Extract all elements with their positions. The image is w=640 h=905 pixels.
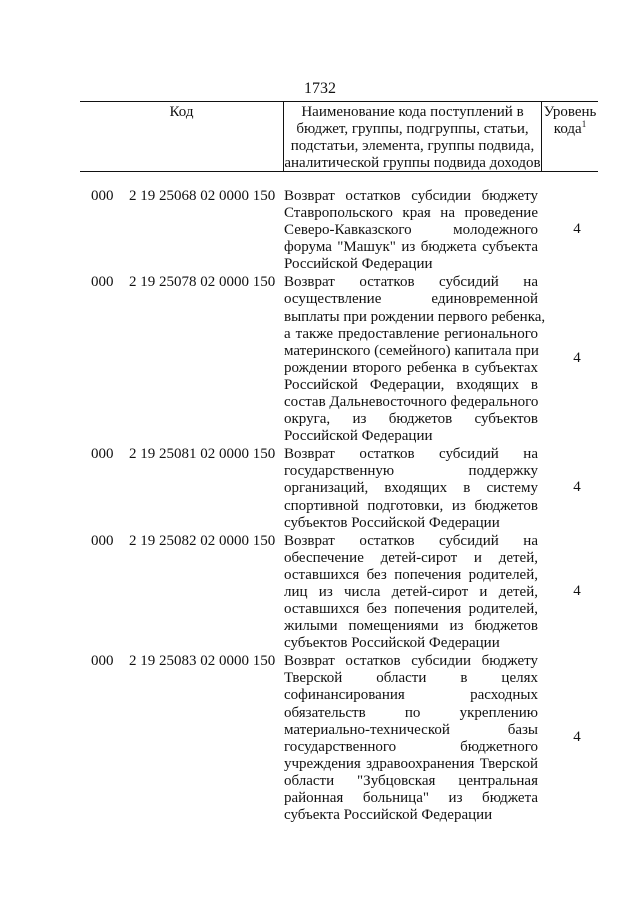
header-name	[284, 102, 542, 171]
header-level-line: Уровень	[543, 104, 597, 120]
row-description	[284, 446, 538, 531]
footnote-marker: 1	[581, 119, 587, 129]
description-line: Российской Федерации, входящих в	[284, 376, 538, 393]
description-line: учреждения здравоохранения Тверской	[284, 755, 538, 772]
description-line: материально-технической базы	[284, 721, 538, 738]
row-code: 2 19 25083 02 0000 150	[129, 653, 276, 670]
row-code: 2 19 25068 02 0000 150	[129, 188, 276, 204]
description-line: Возврат остатков субсидии бюджету	[284, 653, 538, 670]
row-prefix: 000	[91, 446, 114, 463]
description-line: Возврат остатков субсидий на	[284, 274, 538, 291]
description-line: Возврат остатков субсидии бюджету	[284, 188, 538, 204]
row-code: 2 19 25078 02 0000 150	[129, 274, 276, 291]
description-line: жилыми помещениями из бюджетов	[284, 618, 538, 635]
row-prefix: 000	[91, 532, 114, 549]
description-line: состав Дальневосточного федерального	[284, 394, 539, 411]
description-line: оставшихся без попечения родителей,	[284, 601, 538, 618]
description-line: округа, из бюджетов субъектов	[284, 411, 538, 428]
description-line: спортивной подготовки, из бюджетов	[284, 497, 538, 514]
row-level: 4	[573, 729, 581, 746]
page-number: 1732	[304, 80, 336, 97]
description-line: рождении второго ребенка в субъектах	[284, 359, 538, 376]
row-level: 4	[573, 582, 581, 599]
row-level: 4	[573, 479, 581, 496]
row-prefix: 000	[91, 653, 114, 670]
header-code: Код	[80, 102, 284, 171]
description-line: субъектов Российской Федерации	[284, 635, 500, 652]
header-name-line: Наименование кода поступлений в	[301, 104, 524, 120]
description-line: лиц из числа детей-сирот и детей,	[284, 583, 538, 600]
header-level	[542, 102, 598, 171]
row-description	[284, 533, 538, 653]
description-line: Ставропольского края на проведение	[284, 205, 538, 222]
row-level: 4	[573, 221, 581, 238]
description-line: оставшихся без попечения родителей,	[284, 566, 538, 583]
description-line: выплаты при рождении первого ребенка,	[284, 308, 546, 325]
description-line: организаций, входящих в систему	[284, 480, 538, 497]
row-prefix: 000	[91, 188, 114, 204]
description-line: Тверской области в целях	[284, 670, 538, 687]
row-code: 2 19 25081 02 0000 150	[129, 446, 276, 463]
description-line: государственную поддержку	[284, 463, 538, 480]
description-line: Возврат остатков субсидий на	[284, 446, 538, 463]
description-line: Северо-Кавказского молодежного	[284, 222, 538, 239]
description-line: обеспечение детей-сирот и детей,	[284, 549, 538, 566]
description-line: Российской Федерации	[284, 256, 433, 273]
description-line: обязательств по укреплению	[284, 704, 538, 721]
description-line: Российской Федерации	[284, 428, 433, 445]
row-description	[284, 274, 546, 445]
description-line: форума "Машук" из бюджета субъекта	[284, 239, 538, 256]
description-line: а также предоставление регионального	[284, 325, 538, 342]
row-code: 2 19 25082 02 0000 150	[129, 532, 276, 549]
header-level-word: кода	[553, 121, 582, 137]
row-level: 4	[573, 350, 581, 367]
header-level-line2	[542, 121, 598, 138]
header-name-line: аналитической группы подвида доходов	[284, 155, 541, 171]
description-line: государственного бюджетного	[284, 738, 538, 755]
description-line: материнского (семейного) капитала при	[284, 342, 539, 359]
header-name-line: подстатьи, элемента, группы подвида,	[290, 138, 535, 154]
row-description	[284, 653, 538, 824]
row-description	[284, 188, 538, 273]
header-name-line: бюджет, группы, подгруппы, статьи,	[296, 121, 529, 137]
description-line: субъекта Российской Федерации	[284, 807, 493, 824]
table-header	[80, 101, 598, 172]
description-line: осуществление единовременной	[284, 291, 538, 308]
row-prefix: 000	[91, 274, 114, 291]
description-line: софинансирования расходных	[284, 687, 538, 704]
description-line: субъектов Российской Федерации	[284, 514, 500, 531]
description-line: области "Зубцовская центральная	[284, 772, 538, 789]
description-line: Возврат остатков субсидий на	[284, 532, 538, 549]
description-line: районная больница" из бюджета	[284, 790, 538, 807]
